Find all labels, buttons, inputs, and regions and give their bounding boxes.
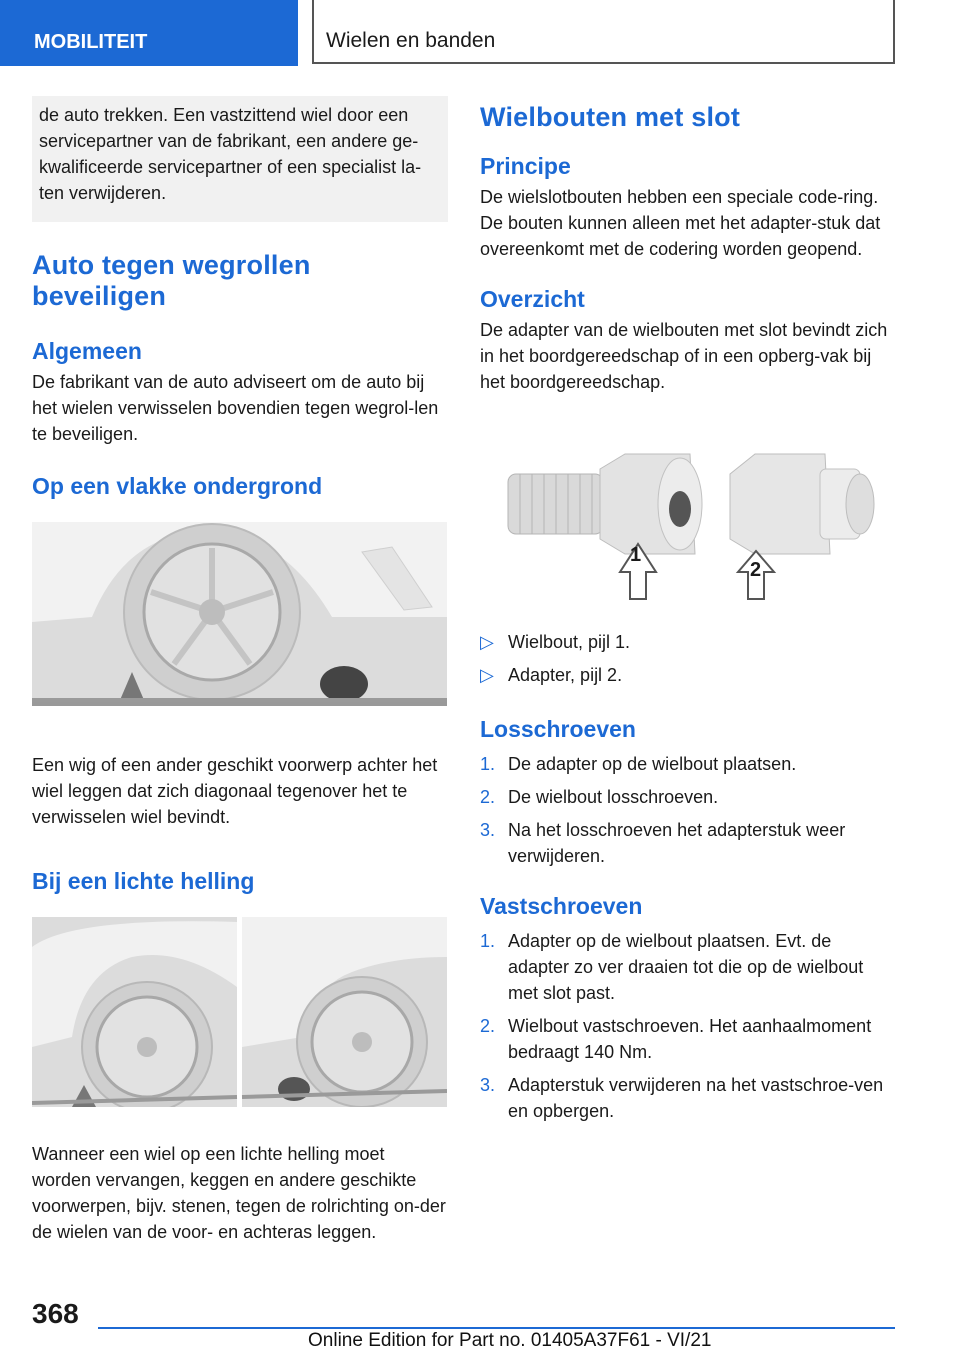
flat-text: Een wig of een ander geschikt voorwerp achter het wiel leggen dat zich diagonaal tegenover het te verwisselen wiel bevindt. (32, 755, 438, 827)
principle-text: De wielslotbouten hebben een speciale code-ring. De bouten kunnen alleen met het adapter-stuk dat overeenkomt met de codering worden geopend. (480, 187, 881, 259)
section-tab: MOBILITEIT (0, 0, 298, 66)
step-text: Wielbout vastschroeven. Het aanhaalmoment bedraagt 140 Nm. (508, 1016, 872, 1062)
right-column (480, 102, 895, 1131)
section-title-locking-bolts: Wielbouten met slot (480, 102, 741, 132)
step-item (480, 928, 895, 1006)
note-box (32, 96, 448, 222)
legend-text: Wielbout, pijl 1. (508, 632, 631, 652)
step-text: Adapterstuk verwijderen na het vastschroe-ven en opbergen. (508, 1075, 884, 1121)
heading-tighten: Vastschroeven (480, 893, 643, 919)
left-column (32, 96, 448, 1245)
step-number: 2. (480, 787, 496, 807)
figure-label-1: 1 (630, 544, 642, 566)
page-number: 368 (32, 1298, 79, 1329)
legend-item (480, 662, 895, 688)
step-text: De wielbout losschroeven. (508, 787, 719, 807)
slope-photo (32, 917, 447, 1107)
step-item (480, 751, 895, 777)
note-text: de auto trekken. Een vastzittend wiel door een servicepartner van de fabrikant, een andere ge-kwalificeerde servicepartner of een specialist la-ten verwijderen. (39, 105, 422, 203)
chapter-title: Wielen en banden (312, 0, 895, 64)
edition-text: Online Edition for Part no. 01405A37F61 - VI/21 (308, 1330, 712, 1351)
step-number: 1. (480, 931, 496, 951)
legend-text: Adapter, pijl 2. (508, 665, 623, 685)
loosen-steps (480, 751, 895, 869)
step-item (480, 817, 895, 869)
step-text: Na het losschroeven het adapterstuk weer verwijderen. (508, 820, 846, 866)
step-item (480, 784, 895, 810)
heading-loosen: Losschroeven (480, 716, 636, 742)
bolt-figure (480, 429, 895, 629)
tighten-steps (480, 928, 895, 1124)
section-title-rolling: Auto tegen wegrollen beveiligen (32, 250, 311, 311)
step-text: De adapter op de wielbout plaatsen. (508, 754, 797, 774)
flat-ground-photo (32, 522, 447, 706)
heading-overview: Overzicht (480, 286, 585, 312)
flat-wheel-illustration (32, 522, 447, 702)
figure-label-2: 2 (750, 559, 762, 581)
step-item (480, 1072, 895, 1124)
slope-text: Wanneer een wiel op een lichte helling moet worden vervangen, keggen en andere geschikte voorwerpen, bijv. stenen, tegen de rolrichting on-der de wielen van de voor- en achteras leggen. (32, 1144, 446, 1242)
bolt-adapter-illustration (480, 429, 895, 629)
heading-general: Algemeen (32, 338, 142, 364)
step-number: 3. (480, 1075, 496, 1095)
step-number: 1. (480, 754, 496, 774)
step-item (480, 1013, 895, 1065)
step-text: Adapter op de wielbout plaatsen. Evt. de adapter zo ver draaien tot die op de wielbout met slot past. (508, 931, 864, 1003)
step-number: 3. (480, 820, 496, 840)
heading-principle: Principe (480, 153, 571, 179)
overview-text: De adapter van de wielbouten met slot bevindt zich in het boordgereedschap of in een opberg-vak bij het boordgereedschap. (480, 320, 888, 392)
step-number: 2. (480, 1016, 496, 1036)
heading-slope: Bij een lichte helling (32, 868, 255, 894)
triangle-marker-icon: ▷ (480, 665, 494, 685)
figure-legend (480, 629, 895, 688)
heading-flat: Op een vlakke ondergrond (32, 473, 323, 499)
slope-wheels-illustration (32, 917, 447, 1107)
triangle-marker-icon: ▷ (480, 632, 494, 652)
bolt-threads (508, 474, 603, 534)
legend-item (480, 629, 895, 655)
footer-divider (98, 1327, 895, 1329)
general-text: De fabrikant van de auto adviseert om de auto bij het wielen verwisselen bovendien tegen wegrol-len te beveiligen. (32, 372, 439, 444)
